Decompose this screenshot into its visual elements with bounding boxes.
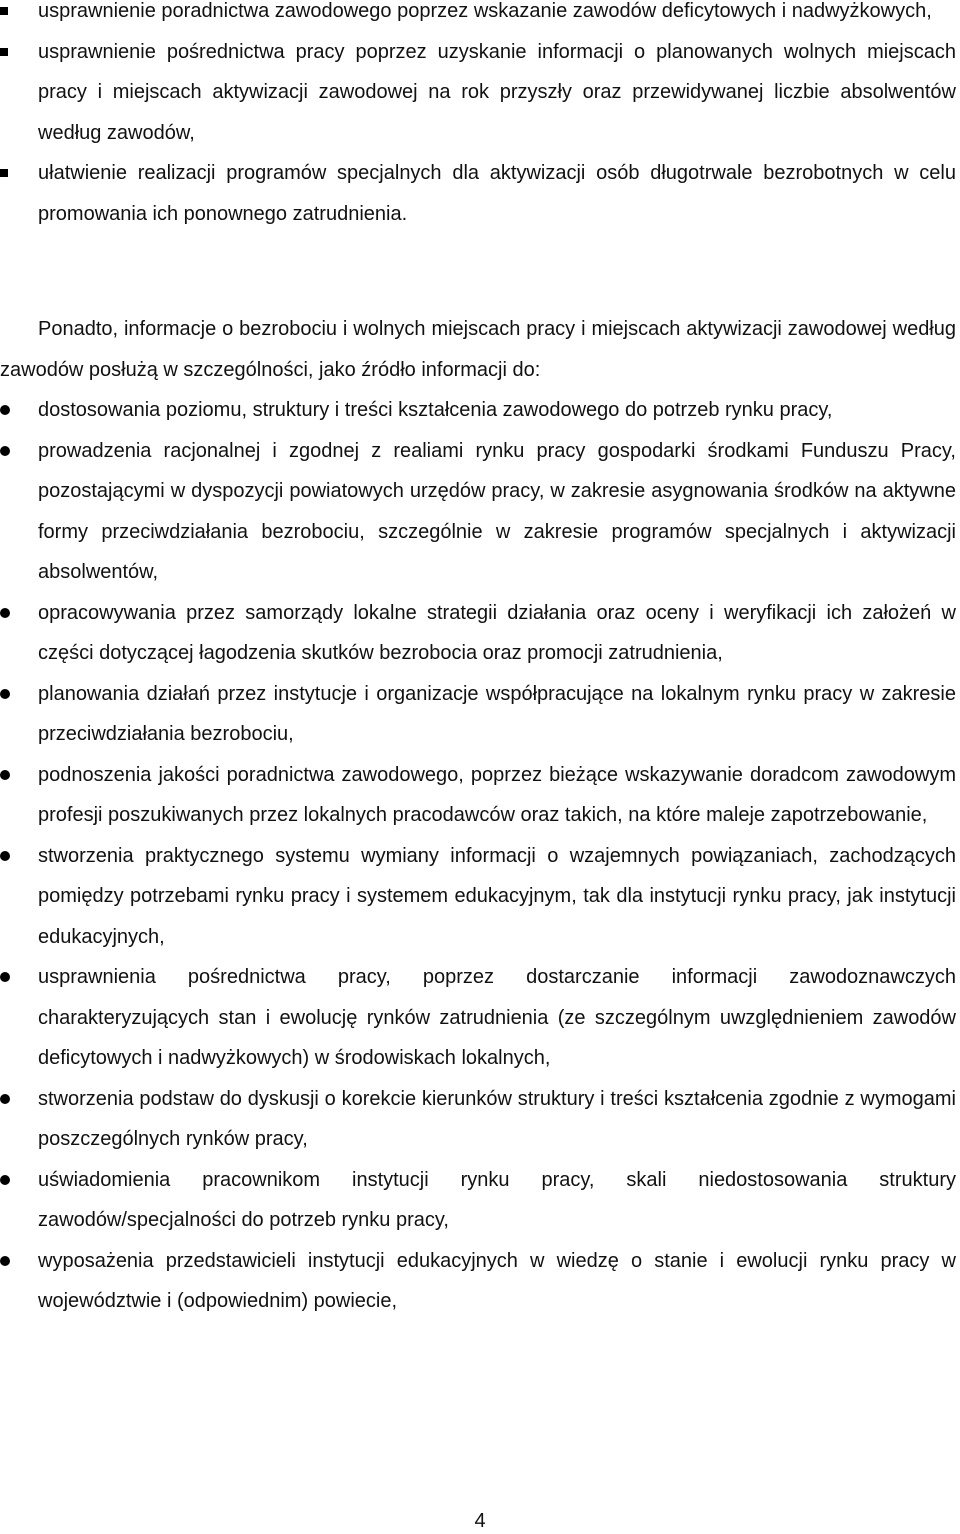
list-item: [0, 1079, 956, 1160]
list-item: [0, 1160, 956, 1241]
list-item: [0, 431, 956, 593]
square-bullet-icon: [0, 32, 14, 73]
list-item: [0, 674, 956, 755]
round-bullet-icon: [0, 1079, 14, 1120]
list-item: [0, 755, 956, 836]
list-item: [0, 1241, 956, 1322]
round-bullet-icon: [0, 593, 14, 634]
list-item-text: opracowywania przez samorządy lokalne strategii działania oraz oceny i weryfikacji ich założeń w części dotyczącej łagodzenia skutków bezrobocia oraz promocji zatrudnienia,: [38, 601, 956, 664]
round-bullet-icon: [0, 431, 14, 472]
round-bullet-icon: [0, 674, 14, 715]
list-item: [0, 390, 956, 431]
list-item-text: ułatwienie realizacji programów specjalnych dla aktywizacji osób długotrwale bezrobotnych w celu promowania ich ponownego zatrudnienia.: [38, 162, 956, 225]
square-bullet-icon: [0, 153, 14, 194]
round-bullet-icon: [0, 1241, 14, 1282]
round-bullet-list: [0, 390, 956, 1322]
round-bullet-icon: [0, 390, 14, 431]
square-bullet-list: [0, 0, 956, 234]
list-item: [0, 32, 956, 154]
list-item: [0, 836, 956, 958]
list-item-text: usprawnienie pośrednictwa pracy poprzez uzyskanie informacji o planowanych wolnych miejscach pracy i miejscach aktywizacji zawodowej na rok przyszły oraz przewidywanej liczbie absolwentów według zawodów,: [38, 40, 956, 144]
list-item: [0, 153, 956, 234]
list-item: [0, 0, 956, 32]
list-item-text: dostosowania poziomu, struktury i treści kształcenia zawodowego do potrzeb rynku pracy,: [38, 399, 833, 421]
square-bullet-icon: [0, 0, 14, 32]
list-item-text: wyposażenia przedstawicieli instytucji edukacyjnych w wiedzę o stanie i ewolucji rynku pracy w województwie i (odpowiednim) powiecie,: [38, 1249, 956, 1312]
list-item-text: usprawnienie poradnictwa zawodowego poprzez wskazanie zawodów deficytowych i nadwyżkowych,: [38, 0, 932, 22]
list-item: [0, 593, 956, 674]
list-item-text: podnoszenia jakości poradnictwa zawodowego, poprzez bieżące wskazywanie doradcom zawodowym profesji poszukiwanych przez lokalnych pracodawców oraz takich, na które maleje zapotrzebowanie,: [38, 763, 956, 826]
list-item-text: stworzenia praktycznego systemu wymiany informacji o wzajemnych powiązaniach, zachodzących pomiędzy potrzebami rynku pracy i systemem edukacyjnym, tak dla instytucji rynku pracy, jak instytucji edukacyjnych,: [38, 844, 956, 948]
round-bullet-icon: [0, 755, 14, 796]
list-item-text: planowania działań przez instytucje i organizacje współpracujące na lokalnym rynku pracy w zakresie przeciwdziałania bezrobociu,: [38, 682, 956, 745]
page-number: 4: [474, 1510, 486, 1532]
list-item: [0, 957, 956, 1079]
round-bullet-icon: [0, 1160, 14, 1201]
list-item-text: usprawnienia pośrednictwa pracy, poprzez dostarczanie informacji zawodoznawczych charakteryzujących stan i ewolucję rynków zatrudnienia (ze szczególnym uwzględnieniem zawodów deficytowych i nadwyżkowych) w środowiskach lokalnych,: [38, 966, 956, 1069]
list-item-text: uświadomienia pracownikom instytucji rynku pracy, skali niedostosowania struktury zawodów/specjalności do potrzeb rynku pracy,: [38, 1168, 956, 1231]
intro-paragraph: Ponadto, informacje o bezrobociu i wolnych miejscach pracy i miejscach aktywizacji zawodowej według zawodów posłużą w szczególności, jako źródło informacji do:: [0, 318, 956, 381]
round-bullet-icon: [0, 957, 14, 998]
list-item-text: prowadzenia racjonalnej i zgodnej z realiami rynku pracy gospodarki środkami Funduszu Pracy, pozostającymi w dyspozycji powiatowych urzędów pracy, w zakresie asygnowania środków na aktywne formy przeciwdziałania bezrobociu, szczególnie w zakresie programów specjalnych i aktywizacji absolwentów,: [38, 439, 956, 583]
round-bullet-icon: [0, 836, 14, 877]
list-item-text: stworzenia podstaw do dyskusji o korekcie kierunków struktury i treści kształcenia zgodnie z wymogami poszczególnych rynków pracy,: [38, 1087, 956, 1150]
